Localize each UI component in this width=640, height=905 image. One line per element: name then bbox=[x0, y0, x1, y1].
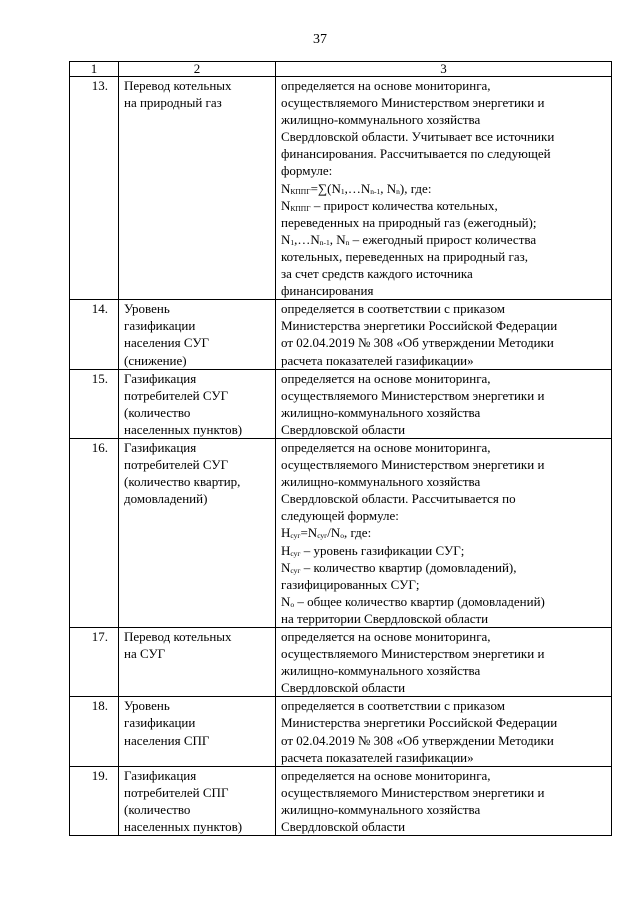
formula-text: – количество квартир (домовладений), bbox=[300, 559, 517, 575]
method-line: жилищно-коммунального хозяйства bbox=[281, 112, 481, 128]
row-number: 17. bbox=[70, 628, 119, 697]
indicator-name bbox=[119, 766, 276, 835]
indicator-name-line: населенных пунктов) bbox=[124, 421, 243, 437]
formula-text: N bbox=[281, 559, 291, 575]
method-line: определяется на основе мониторинга, bbox=[281, 370, 491, 386]
indicator-name-line: Уровень bbox=[124, 301, 170, 317]
row-number: 18. bbox=[70, 697, 119, 766]
indicator-method bbox=[276, 438, 612, 627]
formula-subscript: суг bbox=[290, 531, 301, 541]
formula-subscript: 1 bbox=[290, 237, 295, 247]
formula-subscript: n bbox=[345, 237, 350, 247]
indicator-method bbox=[276, 628, 612, 697]
indicator-name-line: населения СПГ bbox=[124, 732, 210, 748]
formula-text: – общее количество квартир (домовладений) bbox=[294, 593, 545, 609]
formula-text: Н bbox=[281, 525, 291, 541]
formula-text: – прирост количества котельных, bbox=[310, 197, 498, 213]
method-line: осуществляемого Министерством энергетики и bbox=[281, 387, 545, 403]
indicator-name bbox=[119, 300, 276, 369]
indicator-name-line: Газификация bbox=[124, 767, 197, 783]
method-line: котельных, переведенных на природный газ, bbox=[281, 248, 528, 264]
method-line: расчета показателей газификации» bbox=[281, 352, 474, 368]
formula-subscript: n-1 bbox=[319, 237, 330, 247]
indicator-method bbox=[276, 697, 612, 766]
page-number: 37 bbox=[313, 32, 327, 47]
formula-line bbox=[281, 593, 607, 610]
formula-text: N bbox=[281, 197, 291, 213]
row-number: 14. bbox=[70, 300, 119, 369]
table-row bbox=[70, 438, 612, 627]
formula-text: =∑(N bbox=[310, 180, 341, 196]
method-line: Свердловской области bbox=[281, 680, 406, 696]
formula-subscript: суг bbox=[290, 565, 301, 575]
method-line: Свердловской области bbox=[281, 819, 406, 835]
method-line: переведенных на природный газ (ежегодный); bbox=[281, 214, 537, 230]
indicator-name bbox=[119, 438, 276, 627]
method-line: осуществляемого Министерством энергетики и bbox=[281, 646, 545, 662]
table-row bbox=[70, 369, 612, 438]
method-line: газифицированных СУГ; bbox=[281, 576, 420, 592]
indicator-name-line: потребителей СПГ bbox=[124, 784, 229, 800]
formula-text: N bbox=[281, 593, 291, 609]
indicator-name-line: Газификация bbox=[124, 439, 197, 455]
table-row bbox=[70, 77, 612, 300]
formula-subscript: КППГ bbox=[290, 203, 311, 213]
method-line: жилищно-коммунального хозяйства bbox=[281, 801, 481, 817]
method-line: финансирования bbox=[281, 283, 374, 299]
formula-text: , N bbox=[329, 231, 346, 247]
row-number: 13. bbox=[70, 77, 119, 300]
method-line: на территории Свердловской области bbox=[281, 610, 489, 626]
formula-text: , N bbox=[380, 180, 397, 196]
indicator-name-line: на природный газ bbox=[124, 95, 222, 111]
indicator-name-line: (количество bbox=[124, 801, 191, 817]
method-line: от 02.04.2019 № 308 «Об утверждении Методики bbox=[281, 732, 554, 748]
indicator-name-line: Перевод котельных bbox=[124, 629, 232, 644]
method-line: Министерства энергетики Российской Федерации bbox=[281, 715, 558, 731]
method-line: Свердловской области bbox=[281, 421, 406, 437]
table-row bbox=[70, 766, 612, 835]
indicator-name-line: Перевод котельных bbox=[124, 78, 232, 93]
row-number: 15. bbox=[70, 369, 119, 438]
header-col-2: 2 bbox=[119, 62, 276, 77]
method-line: определяется в соответствии с приказом bbox=[281, 301, 505, 317]
method-line: определяется на основе мониторинга, bbox=[281, 439, 491, 455]
method-line: следующей формуле: bbox=[281, 508, 399, 524]
indicator-name bbox=[119, 77, 276, 300]
table-body bbox=[70, 77, 612, 836]
formula-line bbox=[281, 559, 607, 576]
indicator-name-line: (снижение) bbox=[124, 352, 187, 368]
indicator-name bbox=[119, 628, 276, 697]
method-line: осуществляемого Министерством энергетики и bbox=[281, 95, 545, 111]
indicator-method bbox=[276, 77, 612, 300]
formula-text: – ежегодный прирост количества bbox=[349, 231, 537, 247]
method-line: расчета показателей газификации» bbox=[281, 749, 474, 765]
indicator-name-line: населения СУГ bbox=[124, 335, 210, 351]
method-line: за счет средств каждого источника bbox=[281, 266, 473, 282]
indicator-name-line: Уровень bbox=[124, 698, 170, 714]
header-col-1: 1 bbox=[70, 62, 119, 77]
formula-line bbox=[281, 180, 607, 197]
formula-subscript: 1 bbox=[340, 186, 345, 196]
formula-subscript: суг bbox=[290, 548, 301, 558]
indicators-table bbox=[69, 61, 612, 836]
formula-text: N bbox=[281, 180, 291, 196]
method-line: Свердловской области. Рассчитывается по bbox=[281, 491, 516, 507]
formula-text: =N bbox=[300, 525, 318, 541]
table-row bbox=[70, 697, 612, 766]
method-line: Свердловской области. Учитывает все источники bbox=[281, 129, 555, 145]
formula-text: ), где: bbox=[399, 180, 432, 196]
method-line: жилищно-коммунального хозяйства bbox=[281, 404, 481, 420]
table-row bbox=[70, 300, 612, 369]
method-line: формуле: bbox=[281, 163, 333, 179]
method-line: от 02.04.2019 № 308 «Об утверждении Методики bbox=[281, 335, 554, 351]
indicator-name-line: потребителей СУГ bbox=[124, 457, 229, 473]
method-line: осуществляемого Министерством энергетики и bbox=[281, 457, 545, 473]
header-row bbox=[70, 62, 612, 77]
indicator-name-line: Газификация bbox=[124, 370, 197, 386]
indicator-name-line: газификации bbox=[124, 715, 196, 731]
formula-subscript: КППГ bbox=[290, 186, 311, 196]
indicator-name-line: потребителей СУГ bbox=[124, 387, 229, 403]
formula-text: , где: bbox=[344, 525, 372, 541]
table-row bbox=[70, 628, 612, 697]
formula-line bbox=[281, 542, 607, 559]
method-line: Министерства энергетики Российской Федерации bbox=[281, 318, 558, 334]
indicator-name bbox=[119, 369, 276, 438]
method-line: определяется в соответствии с приказом bbox=[281, 698, 505, 714]
indicator-name-line: газификации bbox=[124, 318, 196, 334]
row-number: 16. bbox=[70, 438, 119, 627]
indicator-name-line: населенных пунктов) bbox=[124, 819, 243, 835]
formula-text: ,…N bbox=[294, 231, 320, 247]
indicator-name-line: домовладений) bbox=[124, 491, 208, 507]
formula-subscript: суг bbox=[317, 531, 328, 541]
method-line: жилищно-коммунального хозяйства bbox=[281, 663, 481, 679]
indicator-name-line: (количество квартир, bbox=[124, 474, 241, 490]
indicator-method bbox=[276, 300, 612, 369]
formula-line bbox=[281, 524, 607, 541]
method-line: определяется на основе мониторинга, bbox=[281, 767, 491, 783]
formula-subscript: о bbox=[340, 531, 344, 541]
indicator-method bbox=[276, 369, 612, 438]
indicator-name-line: (количество bbox=[124, 404, 191, 420]
formula-text: – уровень газификации СУГ; bbox=[300, 542, 465, 558]
indicator-name bbox=[119, 697, 276, 766]
formula-subscript: n bbox=[396, 186, 400, 196]
method-line: осуществляемого Министерством энергетики и bbox=[281, 784, 545, 800]
indicator-method bbox=[276, 766, 612, 835]
formula-text: ,…N bbox=[344, 180, 371, 196]
method-line: финансирования. Рассчитывается по следующей bbox=[281, 146, 551, 162]
formula-text: N bbox=[281, 231, 291, 247]
formula-text: Н bbox=[281, 542, 291, 558]
indicator-name-line: на СУГ bbox=[124, 646, 166, 662]
formula-line bbox=[281, 197, 607, 214]
formula-subscript: n-1 bbox=[370, 186, 381, 196]
header-col-3: 3 bbox=[276, 62, 612, 77]
method-line: определяется на основе мониторинга, bbox=[281, 629, 491, 644]
formula-text: /N bbox=[327, 525, 341, 541]
formula-line bbox=[281, 231, 607, 248]
method-line: определяется на основе мониторинга, bbox=[281, 78, 491, 93]
row-number: 19. bbox=[70, 766, 119, 835]
formula-subscript: о bbox=[290, 599, 295, 609]
method-line: жилищно-коммунального хозяйства bbox=[281, 474, 481, 490]
